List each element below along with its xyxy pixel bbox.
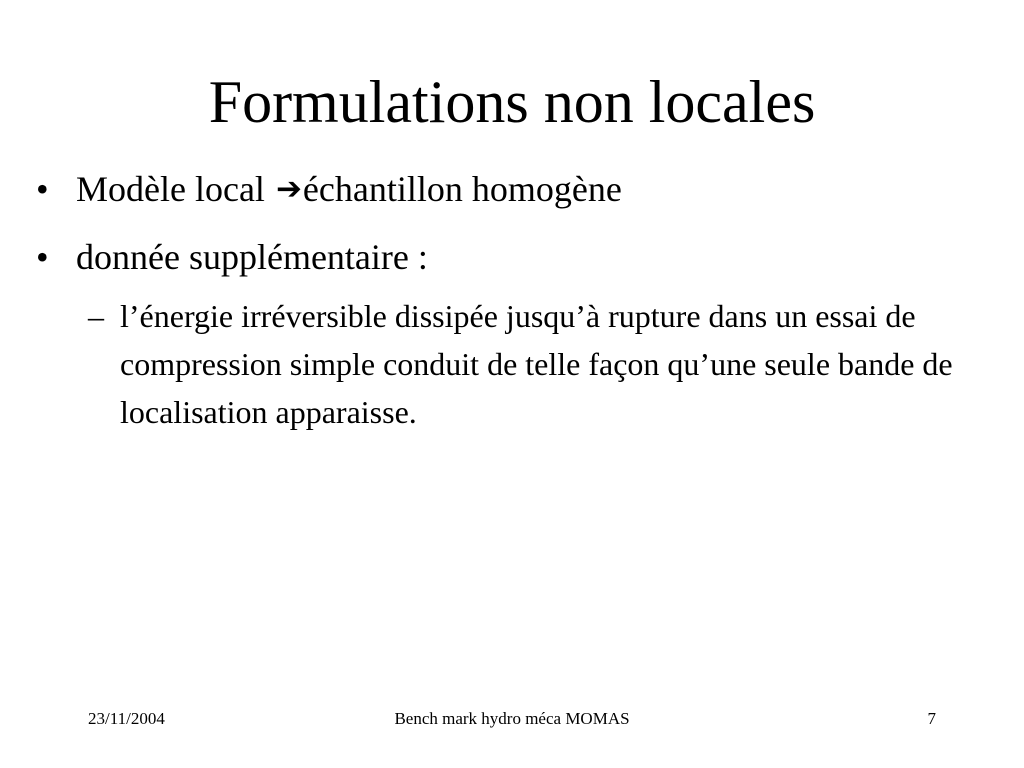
sub-bullet-text: l’énergie irréversible dissipée jusqu’à rupture dans un essai de compression simple conduit de telle façon qu’une seule bande de localisation apparaisse.: [120, 298, 953, 430]
bullet-item-additional-data: [32, 230, 992, 284]
bullet-marker: •: [36, 237, 49, 277]
sub-bullet-marker: –: [88, 298, 104, 334]
bullet-list: [32, 162, 992, 436]
bullet-item-local-model: [32, 162, 992, 218]
slide-title: Formulations non locales: [208, 69, 816, 135]
footer-title: Bench mark hydro méca MOMAS: [394, 709, 630, 728]
footer-page-number: 7: [927, 709, 936, 728]
sub-bullet-item-energy: [88, 292, 982, 436]
bullet-text-before-arrow: Modèle local: [76, 169, 274, 209]
bullet-text-after-arrow: échantillon homogène: [302, 169, 622, 209]
right-arrow-icon: ➔: [275, 171, 302, 207]
bullet-text: donnée supplémentaire :: [76, 237, 428, 277]
bullet-marker: •: [36, 169, 49, 209]
footer-date: 23/11/2004: [88, 709, 165, 728]
